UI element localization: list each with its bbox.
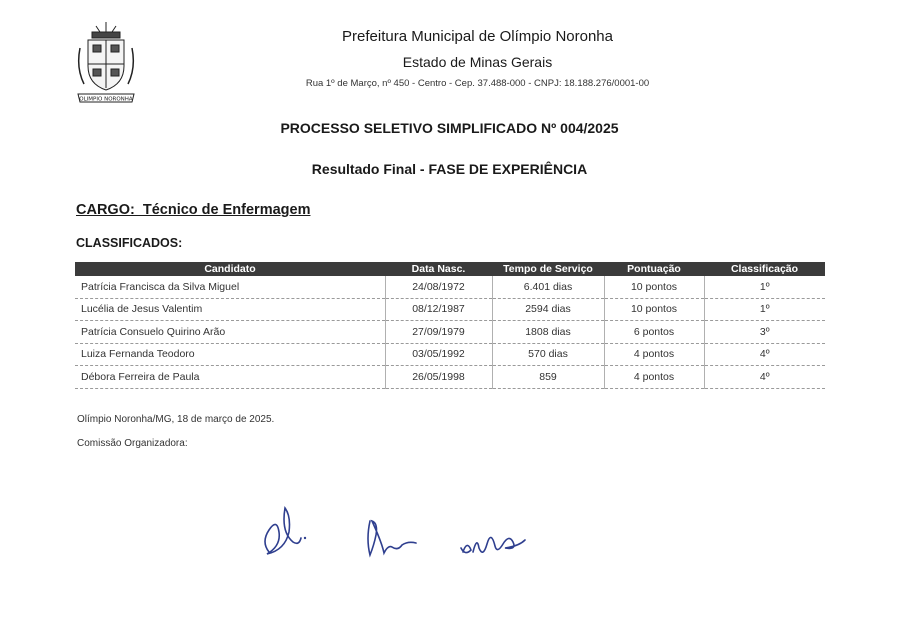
table-row [75, 276, 825, 298]
score: 10 pontos [604, 298, 704, 321]
table-row [75, 343, 825, 366]
address-line: Rua 1º de Março, nº 450 - Centro - Cep. 37.488-000 - CNPJ: 18.188.276/0001-00 [305, 78, 650, 89]
process-title: PROCESSO SELETIVO SIMPLIFICADO Nº 004/2025 [280, 120, 619, 136]
rank: 1º [704, 276, 825, 298]
birth-date: 24/08/1972 [385, 276, 492, 298]
column-header: Data Nasc. [385, 262, 492, 276]
score: 4 pontos [604, 366, 704, 389]
rank: 3º [704, 321, 825, 344]
score: 10 pontos [604, 276, 704, 298]
service-time: 6.401 dias [492, 276, 604, 298]
signature-2 [362, 515, 420, 560]
signature-1 [255, 502, 315, 560]
signature-3 [457, 522, 531, 560]
place-and-date: Olímpio Noronha/MG, 18 de março de 2025. [77, 414, 275, 425]
result-title: Resultado Final - FASE DE EXPERIÊNCIA [311, 161, 588, 177]
rank: 1º [704, 298, 825, 321]
commission-label: Comissão Organizadora: [77, 438, 188, 449]
rank: 4º [704, 366, 825, 389]
candidate-name: Lucélia de Jesus Valentim [75, 298, 385, 321]
table-header-row [75, 262, 825, 276]
score: 6 pontos [604, 321, 704, 344]
column-header: Tempo de Serviço [492, 262, 604, 276]
candidate-name: Luiza Fernanda Teodoro [75, 343, 385, 366]
column-header: Pontuação [604, 262, 704, 276]
prefecture-name: Prefeitura Municipal de Olímpio Noronha [342, 28, 613, 45]
candidate-name: Patrícia Francisca da Silva Miguel [75, 276, 385, 298]
candidate-name: Patrícia Consuelo Quirino Arão [75, 321, 385, 344]
score: 4 pontos [604, 343, 704, 366]
rank: 4º [704, 343, 825, 366]
cargo-heading: CARGO: Técnico de Enfermagem [76, 202, 311, 218]
candidate-name: Débora Ferreira de Paula [75, 366, 385, 389]
section-heading-classified: CLASSIFICADOS: [76, 236, 183, 250]
state-name: Estado de Minas Gerais [402, 54, 553, 70]
service-time: 1808 dias [492, 321, 604, 344]
column-header: Candidato [75, 262, 385, 276]
table-row [75, 321, 825, 344]
table-row [75, 298, 825, 321]
service-time: 570 dias [492, 343, 604, 366]
results-table [75, 262, 825, 389]
birth-date: 26/05/1998 [385, 366, 492, 389]
table-row [75, 366, 825, 389]
service-time: 2594 dias [492, 298, 604, 321]
birth-date: 03/05/1992 [385, 343, 492, 366]
birth-date: 08/12/1987 [385, 298, 492, 321]
service-time: 859 [492, 366, 604, 389]
column-header: Classificação [704, 262, 825, 276]
svg-text:OLIMPIO NORONHA: OLIMPIO NORONHA [79, 96, 133, 103]
birth-date: 27/09/1979 [385, 321, 492, 344]
